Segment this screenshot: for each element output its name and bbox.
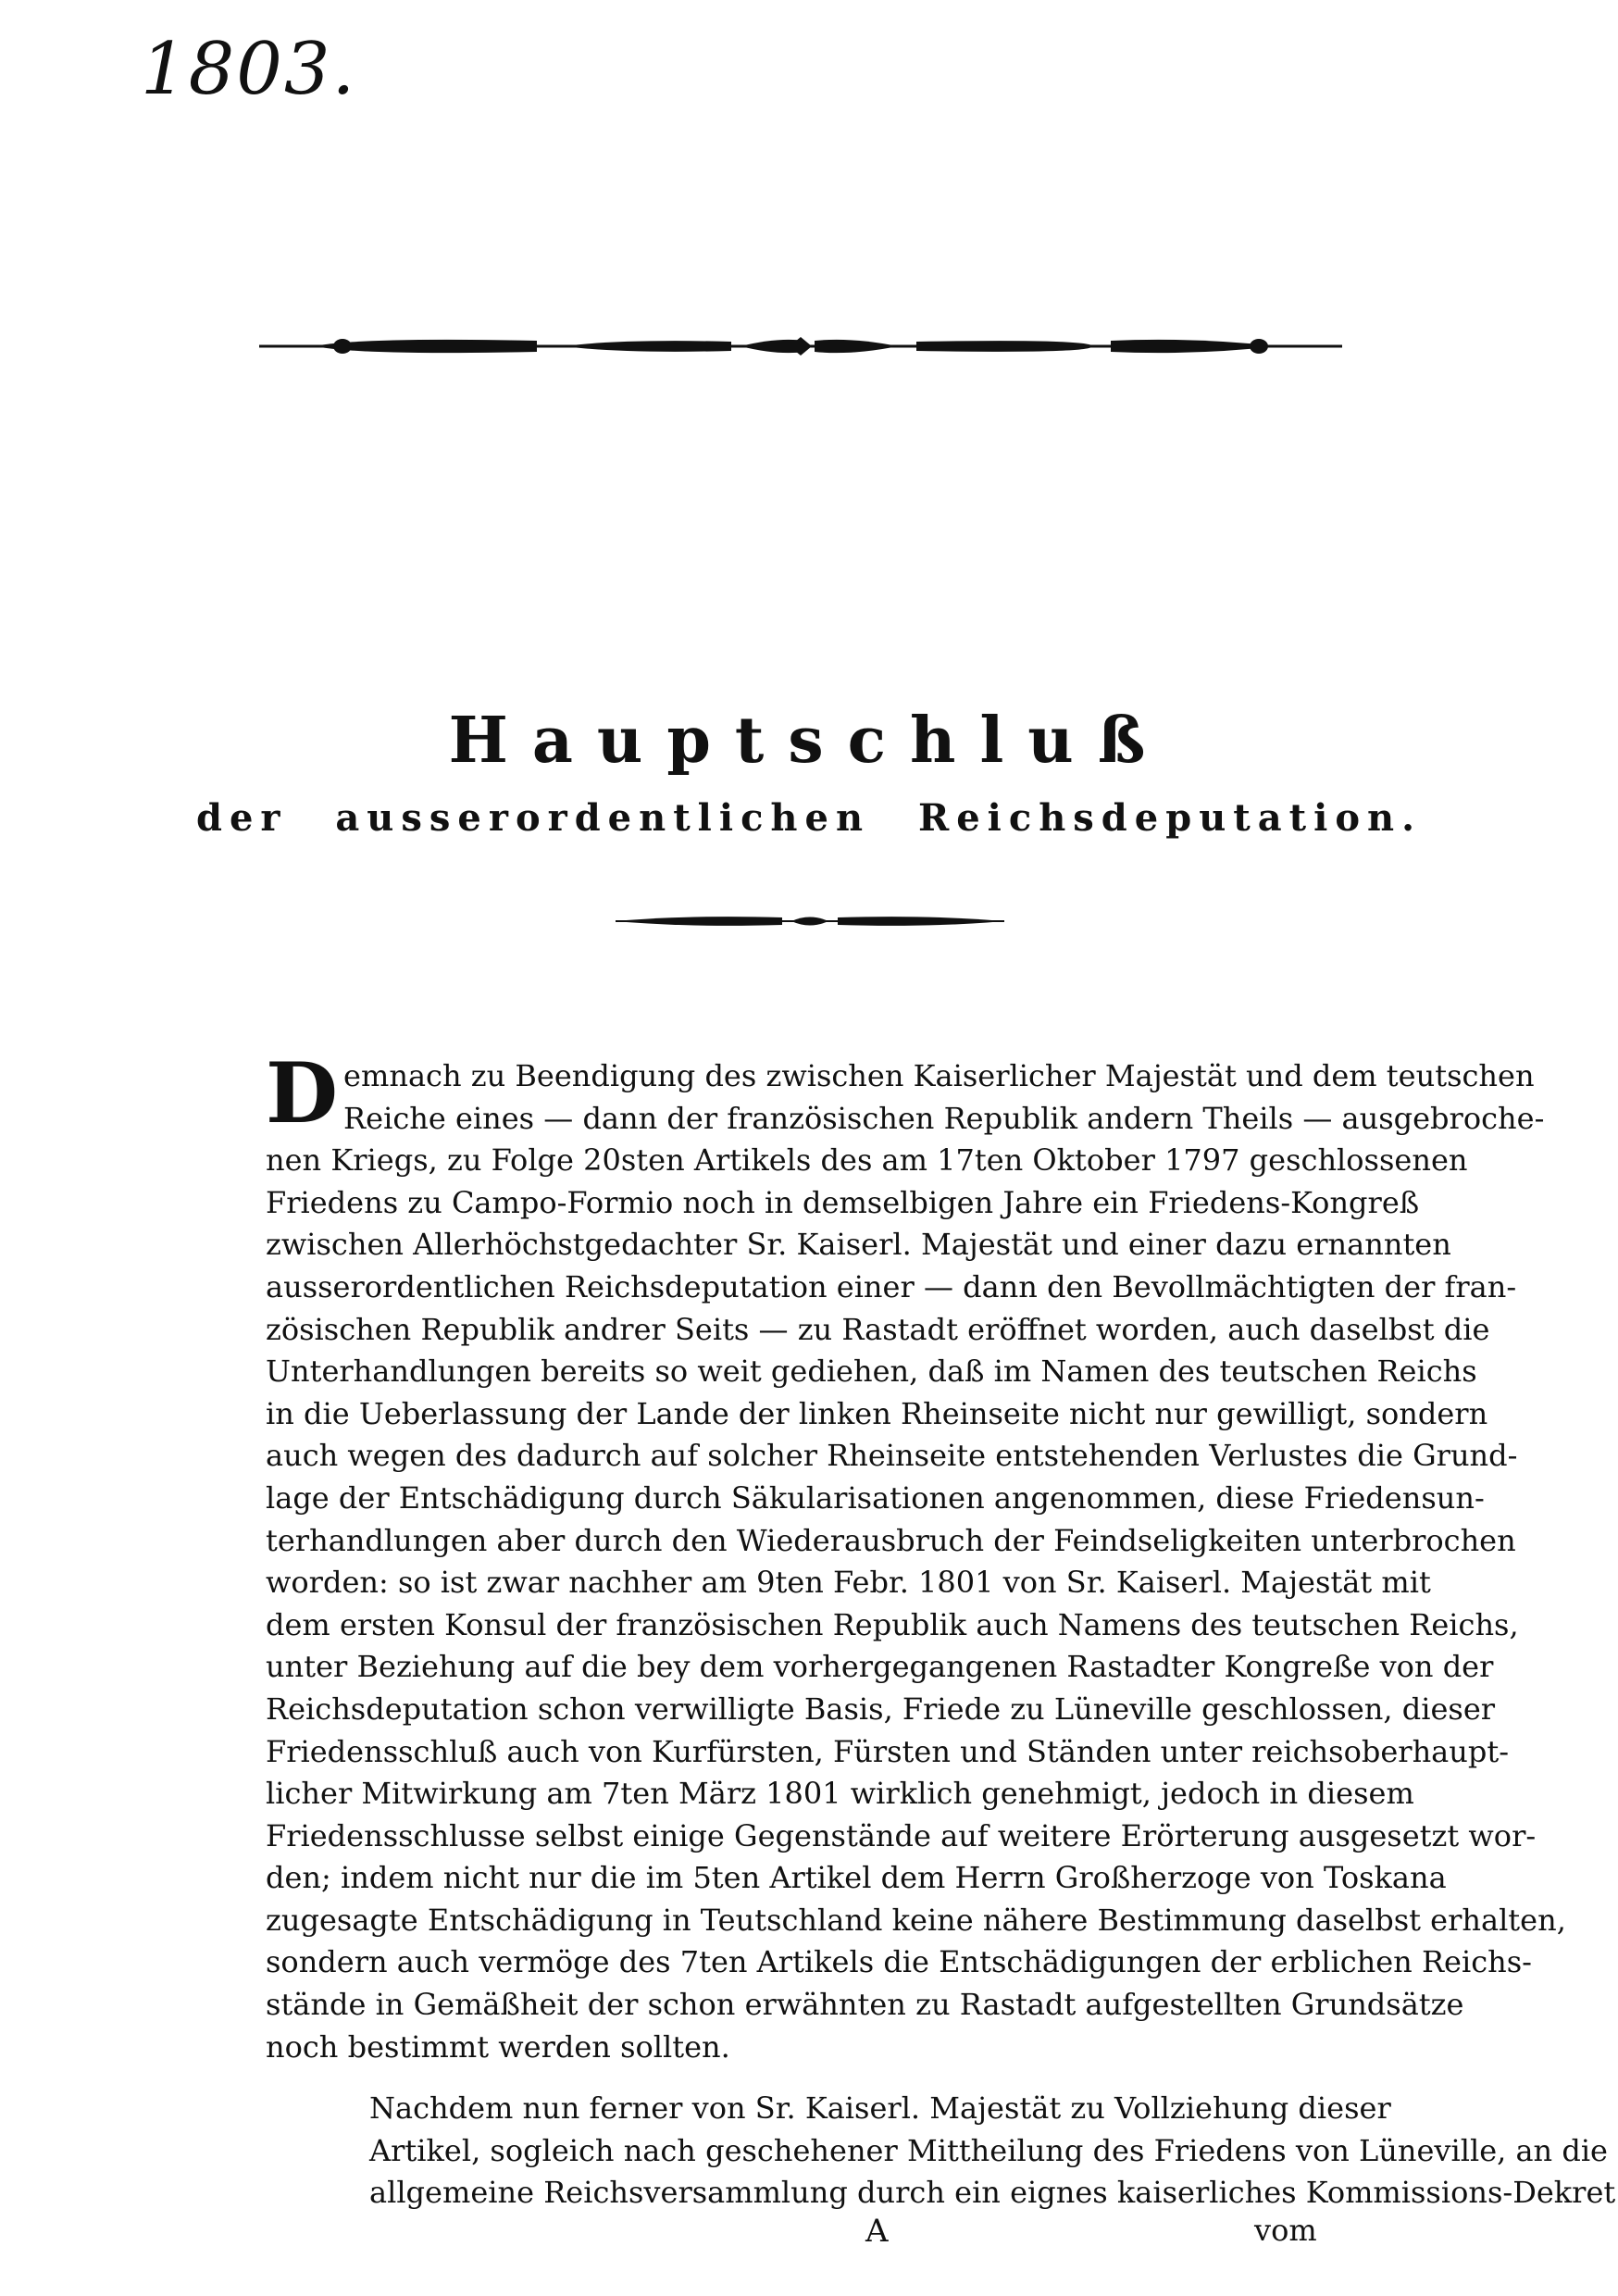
text-line: noch bestimmt werden sollten. xyxy=(266,2028,730,2065)
text-line: nen Kriegs, zu Folge 20sten Artikels des am 17ten Oktober 1797 geschlossenen xyxy=(266,1142,1468,1179)
text-line: zwischen Allerhöchstgedachter Sr. Kaiserl. Majestät und einer dazu ernannten xyxy=(266,1227,1451,1263)
text-line: Friedensschluß auch von Kurfürsten, Fürsten und Ständen unter reichsoberhaupt- xyxy=(266,1733,1510,1769)
text-line: lage der Entschädigung durch Säkularisationen angenommen, diese Friedensun- xyxy=(266,1479,1485,1516)
document-title: Hauptschluß xyxy=(448,704,1170,778)
text-line: zugesagte Entschädigung in Teutschland keine nähere Bestimmung daselbst erhalten, xyxy=(266,1902,1566,1938)
paragraph-2 xyxy=(266,2088,1616,2215)
text-line: Friedensschlusse selbst einige Gegenstände auf weitere Erörterung ausgesetzt wor- xyxy=(266,1817,1537,1853)
text-line: in die Ueberlassung der Lande der linken Rheinseite nicht nur gewilligt, sondern xyxy=(266,1395,1488,1431)
text-line: terhandlungen aber durch den Wiederausbruch der Feindseligkeiten unterbrochen xyxy=(266,1522,1516,1558)
text-line: Artikel, sogleich nach geschehener Mittheilung des Friedens von Lüneville, an die xyxy=(369,2132,1608,2168)
text-line: sondern auch vermöge des 7ten Artikels die Entschädigungen der erblichen Reichs- xyxy=(266,1944,1532,1980)
drop-cap: D xyxy=(266,1044,339,1142)
text-line: Unterhandlungen bereits so weit gediehen, daß im Namen des teutschen Reichs xyxy=(266,1354,1477,1390)
catchword: vom xyxy=(1254,2213,1317,2248)
signature-mark: A xyxy=(865,2213,889,2250)
handwritten-year: 1803. xyxy=(141,28,357,111)
text-line: worden: so ist zwar nachher am 9ten Febr. 1801 von Sr. Kaiserl. Majestät mit xyxy=(266,1565,1431,1601)
text-line: allgemeine Reichsversammlung durch ein eignes kaiserliches Kommissions-Dekret xyxy=(369,2175,1616,2211)
text-line: Reichsdeputation schon verwilligte Basis, Friede zu Lüneville geschlossen, dieser xyxy=(266,1691,1496,1727)
text-line: zösischen Republik andrer Seits — zu Rastadt eröffnet worden, auch daselbst die xyxy=(266,1311,1490,1347)
text-line: den; indem nicht nur die im 5ten Artikel dem Herrn Großherzoge von Toskana xyxy=(266,1860,1447,1896)
text-line: Friedens zu Campo-Formio noch in demselbigen Jahre ein Friedens-Kongreß xyxy=(266,1184,1420,1220)
text-line: licher Mitwirkung am 7ten März 1801 wirklich genehmigt, jedoch in diesem xyxy=(266,1776,1414,1812)
text-line: dem ersten Konsul der französischen Republik auch Namens des teutschen Reichs, xyxy=(266,1606,1519,1642)
text-line: Reiche eines — dann der französischen Republik andern Theils — ausgebroche- xyxy=(343,1100,1545,1136)
middle-ornament-rule xyxy=(616,907,1004,935)
text-line: emnach zu Beendigung des zwischen Kaiserlicher Majestät und dem teutschen xyxy=(343,1058,1535,1093)
text-line: ausserordentlichen Reichsdeputation einer — dann den Bevollmächtigten der fran- xyxy=(266,1268,1517,1304)
text-line: stände in Gemäßheit der schon erwähnten zu Rastadt aufgestellten Grundsätze xyxy=(266,1987,1464,2023)
document-subtitle: der ausserordentlichen Reichsdeputation. xyxy=(195,796,1423,840)
text-line: auch wegen des dadurch auf solcher Rheinseite entstehenden Verlustes die Grund- xyxy=(266,1438,1518,1474)
paragraph-1 xyxy=(266,1044,1566,2068)
text-line: Nachdem nun ferner von Sr. Kaiserl. Majestät zu Vollziehung dieser xyxy=(369,2090,1391,2126)
top-ornament-rule xyxy=(259,324,1342,368)
text-line: unter Beziehung auf die bey dem vorhergegangenen Rastadter Kongreße von der xyxy=(266,1649,1494,1685)
